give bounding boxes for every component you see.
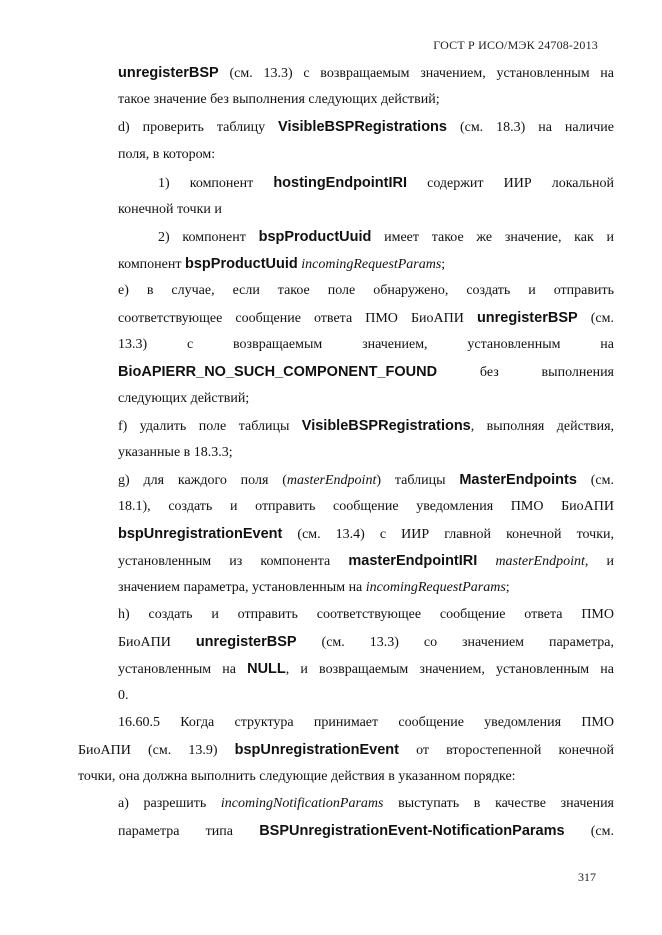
term-bold: NULL: [247, 661, 286, 677]
term-bold: unregisterBSP: [476, 310, 578, 326]
text-line: [118, 309, 614, 328]
text-run: установленным на: [118, 662, 248, 677]
term-italic: masterEndpoint: [495, 554, 585, 569]
text-line: [118, 336, 614, 354]
text-run: содержит ИИР локальной: [407, 176, 614, 191]
text-run: [477, 554, 495, 569]
text-run: компонент: [118, 257, 185, 272]
text-line: [78, 768, 614, 786]
text-run: поля, в котором:: [118, 147, 216, 162]
text-run: выступать в качестве значения: [383, 796, 614, 811]
text-run: 1) компонент: [158, 176, 274, 191]
text-line: [118, 822, 614, 841]
text-line: [118, 282, 614, 300]
text-run: 18.1), создать и отправить сообщение уведомления ПМО БиоАПИ: [118, 499, 614, 514]
term-italic: incomingRequestParams: [301, 257, 442, 272]
term-bold: bspProductUuid: [185, 256, 298, 272]
text-run: ;: [441, 257, 446, 272]
text-run: установленным из компонента: [118, 554, 349, 569]
text-run: , и: [584, 554, 615, 569]
text-run: конечной точки и: [118, 202, 222, 217]
term-italic: masterEndpoint: [286, 473, 377, 488]
text-run: d) проверить таблицу: [118, 120, 279, 135]
text-run: 16.60.5 Когда структура принимает сообщение уведомления ПМО: [118, 715, 614, 730]
text-run: следующих действий;: [118, 391, 250, 406]
text-run: точки, она должна выполнить следующие действия в указанном порядке:: [78, 769, 516, 784]
text-line: [118, 660, 614, 679]
text-run: такое значение без выполнения следующих действий;: [118, 92, 440, 107]
text-run: ;: [505, 580, 510, 595]
text-line: [118, 498, 614, 516]
text-run: БиоАПИ (см. 13.9): [78, 743, 235, 758]
term-bold: hostingEndpointIRI: [273, 175, 408, 191]
page-number: 317: [578, 870, 596, 884]
text-line: [118, 714, 614, 732]
term-bold: MasterEndpoints: [459, 472, 577, 488]
text-line: [118, 795, 614, 813]
running-header: ГОСТ Р ИСО/МЭК 24708-2013: [433, 38, 598, 52]
text-line: [118, 118, 614, 137]
term-bold: bspUnregistrationEvent: [234, 742, 399, 758]
text-line: [118, 390, 614, 408]
term-bold: bspUnregistrationEvent: [118, 526, 283, 542]
text-line: [118, 633, 614, 652]
text-line: [118, 146, 614, 164]
text-line: [118, 255, 614, 274]
text-run: (см. 13.4) с ИИР главной конечной точки,: [282, 527, 614, 542]
text-line: [118, 444, 614, 462]
text-run: a) разрешить: [118, 796, 221, 811]
text-run: , и возвращаемым значением, установленным на: [285, 662, 614, 677]
term-bold: VisibleBSPRegistrations: [301, 418, 471, 434]
text-line: [118, 525, 614, 544]
term-bold: unregisterBSP: [118, 65, 219, 81]
term-bold: masterEndpointIRI: [348, 553, 478, 569]
text-run: параметра типа: [118, 824, 260, 839]
text-run: 13.3) с возвращаемым значением, установленным на: [118, 337, 614, 352]
text-line: [118, 471, 614, 490]
term-bold: BioAPIERR_NO_SUCH_COMPONENT_FOUND: [118, 364, 438, 380]
text-run: e) в случае, если такое поле обнаружено, создать и отправить: [118, 283, 614, 298]
text-line: [118, 606, 614, 624]
text-run: (см.: [564, 824, 614, 839]
text-run: значением параметра, установленным на: [118, 580, 366, 595]
text-run: g) для каждого поля (: [118, 473, 287, 488]
text-line: [118, 417, 614, 436]
term-bold: VisibleBSPRegistrations: [278, 119, 447, 135]
text-line: [78, 741, 614, 760]
text-run: без выполнения: [437, 365, 614, 380]
text-line: [118, 91, 614, 109]
text-run: ) таблицы: [376, 473, 460, 488]
text-run: (см. 18.3) на наличие: [446, 120, 614, 135]
text-run: 2) компонент: [158, 230, 259, 245]
text-line: [118, 64, 614, 83]
text-run: указанные в 18.3.3;: [118, 445, 233, 460]
text-line: [158, 228, 614, 247]
text-run: имеет такое же значение, как и: [371, 230, 614, 245]
text-run: (см. 13.3) с возвращаемым значением, установленным на: [218, 66, 614, 81]
text-run: (см.: [576, 473, 614, 488]
text-run: h) создать и отправить соответствующее сообщение ответа ПМО: [118, 607, 614, 622]
text-run: 0.: [118, 688, 129, 703]
text-run: f) удалить поле таблицы: [118, 419, 302, 434]
text-line: [118, 579, 614, 597]
text-line: [118, 201, 614, 219]
term-italic: incomingRequestParams: [365, 580, 506, 595]
term-bold: unregisterBSP: [195, 634, 297, 650]
text-run: соответствующее сообщение ответа ПМО БиоАПИ: [118, 311, 477, 326]
text-run: (см.: [577, 311, 614, 326]
text-line: [118, 687, 614, 705]
text-run: , выполняя действия,: [470, 419, 615, 434]
term-bold: BSPUnregistrationEvent-NotificationParams: [259, 823, 565, 839]
term-bold: bspProductUuid: [258, 229, 372, 245]
text-run: БиоАПИ: [118, 635, 196, 650]
text-run: от второстепенной конечной: [398, 743, 614, 758]
text-line: [118, 552, 614, 571]
term-italic: incomingNotificationParams: [220, 796, 384, 811]
text-line: [118, 363, 614, 382]
text-line: [158, 174, 614, 193]
text-run: (см. 13.3) со значением параметра,: [296, 635, 614, 650]
